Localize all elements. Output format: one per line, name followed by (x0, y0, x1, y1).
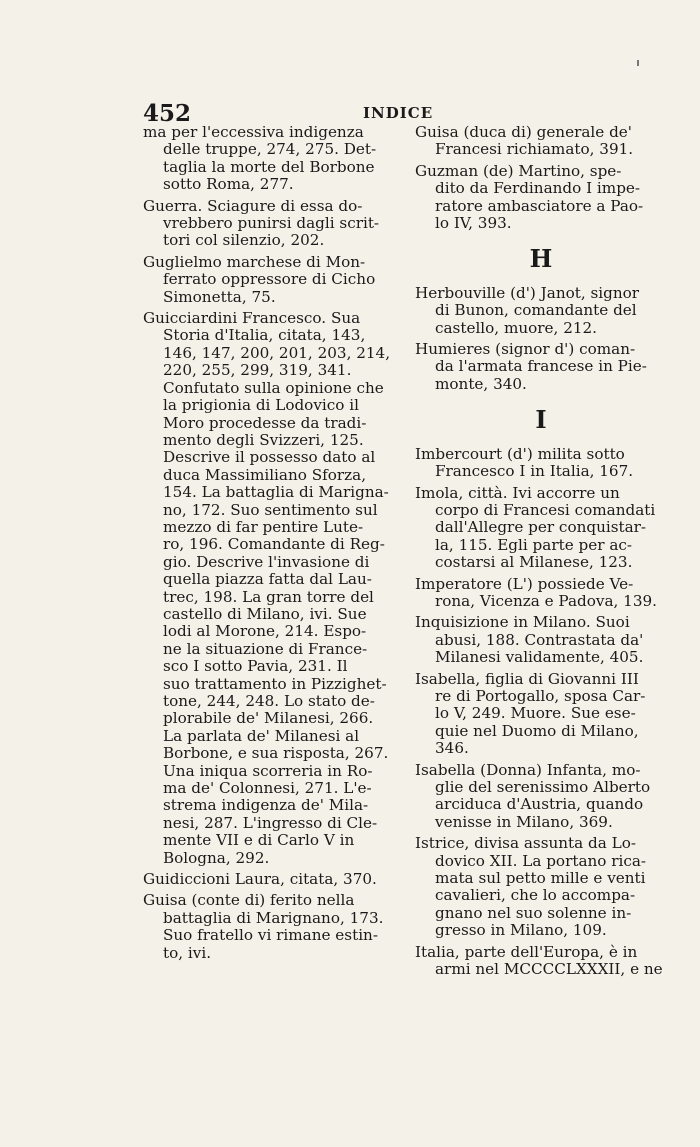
index-entry (415, 446, 667, 481)
entry-line: trec, 198. La gran torre del (163, 587, 374, 606)
entry-line: Herbouville (d') Janot, signor (415, 283, 640, 302)
entry-line: sotto Roma, 277. (163, 175, 294, 194)
entry-line: armi nel MCCCCLXXXII, e ne (435, 960, 663, 979)
entry-line: duca Massimiliano Sforza, (163, 465, 367, 484)
entry-line: 146, 147, 200, 201, 203, 214, (163, 343, 391, 362)
entry-line: arciduca d'Austria, quando (435, 795, 644, 814)
index-entry (415, 944, 667, 979)
entry-line: ro, 196. Comandante di Reg- (163, 535, 385, 554)
entry-line: Italia, parte dell'Europa, è in (415, 942, 638, 961)
entry-line: Una iniqua scorreria in Ro- (163, 761, 373, 780)
entry-line: Istrice, divisa assunta da Lo- (415, 834, 637, 853)
entry-line: Isabella, figlia di Giovanni III (415, 669, 639, 688)
entry-line: 154. La battaglia di Marigna- (163, 483, 389, 502)
entry-line: da l'armata francese in Pie- (435, 357, 647, 376)
entry-line: suo trattamento in Pizzighet- (163, 674, 387, 693)
entry-line: nesi, 287. L'ingresso di Cle- (163, 813, 378, 832)
entry-line: to, ivi. (163, 943, 212, 962)
index-entry (415, 341, 667, 393)
entry-line: Guisa (duca di) generale de' (415, 123, 632, 141)
entry-line: glie del serenissimo Alberto (435, 778, 651, 796)
entry-line: no, 172. Suo sentimento sul (163, 500, 378, 519)
entry-line: Simonetta, 75. (163, 287, 276, 306)
index-entry (415, 576, 667, 611)
index-entry (143, 124, 399, 194)
left-column (143, 124, 399, 966)
entry-line: lodi al Morone, 214. Espo- (163, 622, 367, 641)
entry-line: mente VII e di Carlo V in (163, 831, 355, 850)
index-entry (143, 254, 399, 306)
entry-line: vrebbero punirsi dagli scrit- (163, 214, 380, 233)
index-entry (143, 198, 399, 250)
entry-line: Francesco I in Italia, 167. (435, 462, 634, 481)
entry-line: rona, Vicenza e Padova, 139. (435, 591, 657, 610)
entry-line: taglia la morte del Borbone (163, 157, 375, 176)
section-i-entries (415, 446, 667, 979)
entry-line: Guidiccioni Laura, citata, 370. (143, 870, 377, 889)
running-head: INDICE (363, 104, 434, 122)
paper-speck (637, 60, 639, 66)
entry-line: battaglia di Marignano, 173. (163, 908, 384, 927)
entry-line: Imola, città. Ivi accorre un (415, 483, 620, 502)
entry-line: re di Portogallo, sposa Car- (435, 686, 646, 705)
entry-line: lo IV, 393. (435, 214, 512, 233)
entry-line: Guicciardini Francesco. Sua (143, 309, 361, 328)
entry-line: sco I sotto Pavia, 231. Il (163, 657, 348, 676)
index-entry (415, 835, 667, 939)
entry-line: Imbercourt (d') milita sotto (415, 444, 625, 463)
entry-line: Isabella (Donna) Infanta, mo- (415, 760, 641, 779)
entry-line: dall'Allegre per conquistar- (435, 518, 647, 537)
entry-line: castello di Milano, ivi. Sue (163, 604, 367, 623)
index-entry (415, 163, 667, 233)
entry-line: Confutato sulla opinione che (163, 378, 384, 397)
entry-line: Suo fratello vi rimane estin- (163, 926, 378, 945)
right-column (415, 124, 667, 982)
entry-line: Storia d'Italia, citata, 143, (163, 326, 366, 345)
index-entry (415, 485, 667, 572)
right-g-entries (415, 124, 667, 232)
entry-line: ne la situazione di France- (163, 639, 368, 658)
entry-line: La parlata de' Milanesi al (163, 726, 360, 745)
entry-line: delle truppe, 274, 275. Det- (163, 140, 377, 159)
index-entry (143, 871, 399, 888)
entry-line: 220, 255, 299, 319, 341. (163, 361, 352, 380)
entry-line: gio. Descrive l'invasione di (163, 552, 370, 571)
entry-line: mezzo di far pentire Lute- (163, 517, 364, 536)
entry-line: ma de' Colonnesi, 271. L'e- (163, 779, 372, 798)
entry-line: ratore ambasciatore a Pao- (435, 196, 644, 215)
entry-line: venisse in Milano, 369. (435, 812, 613, 831)
page-number: 452 (143, 100, 192, 127)
entry-line: quella piazza fatta dal Lau- (163, 570, 372, 589)
entry-line: costarsi al Milanese, 123. (435, 553, 633, 572)
entry-line: Francesi richiamato, 391. (435, 140, 634, 159)
index-entry (143, 892, 399, 962)
entry-line: strema indigenza de' Mila- (163, 796, 369, 815)
entry-line: dovico XII. La portano rica- (435, 851, 647, 870)
index-entry (415, 124, 667, 159)
entry-line: gresso in Milano, 109. (435, 921, 607, 940)
entry-line: Guerra. Sciagure di essa do- (143, 196, 363, 215)
entry-line: Inquisizione in Milano. Suoi (415, 613, 630, 632)
section-letter-h: H (529, 244, 553, 274)
entry-line: Descrive il possesso dato al (163, 448, 376, 467)
entry-line: Guglielmo marchese di Mon- (143, 252, 366, 271)
entry-line: Milanesi validamente, 405. (435, 648, 644, 667)
entry-line: lo V, 249. Muore. Sue ese- (435, 704, 636, 723)
index-entry (415, 614, 667, 666)
section-letter-i: I (535, 405, 547, 435)
entry-line: la prigionia di Lodovico il (163, 396, 359, 415)
entry-line: corpo di Francesi comandati (435, 500, 656, 519)
entry-line: plorabile de' Milanesi, 266. (163, 709, 374, 728)
entry-line: 346. (435, 739, 469, 758)
entry-line: abusi, 188. Contrastata da' (435, 630, 644, 649)
entry-line: quie nel Duomo di Milano, (435, 721, 639, 740)
entry-line: castello, muore, 212. (435, 318, 598, 337)
entry-line: mata sul petto mille e venti (435, 869, 646, 888)
entry-line: di Bunon, comandante del (435, 301, 637, 320)
entry-line: monte, 340. (435, 374, 527, 393)
entry-line: ma per l'eccessiva indigenza (143, 123, 364, 141)
entry-line: Guisa (conte di) ferito nella (143, 891, 355, 910)
entry-line: mento degli Svizzeri, 125. (163, 430, 364, 449)
entry-line: Guzman (de) Martino, spe- (415, 161, 622, 180)
entry-line: Humieres (signor d') coman- (415, 340, 636, 359)
entry-line: dito da Ferdinando I impe- (435, 179, 641, 198)
entry-line: Bologna, 292. (163, 848, 270, 867)
entry-line: Borbone, e sua risposta, 267. (163, 744, 389, 763)
index-entry (415, 671, 667, 758)
index-entry (415, 285, 667, 337)
index-entry (415, 762, 667, 832)
entry-line: tone, 244, 248. Lo stato de- (163, 692, 375, 710)
entry-line: Moro procedesse da tradi- (163, 413, 367, 432)
entry-line: ferrato oppressore di Cicho (163, 270, 376, 289)
entry-line: cavalieri, che lo accompa- (435, 886, 636, 905)
section-h-entries (415, 285, 667, 393)
entry-line: gnano nel suo solenne in- (435, 903, 632, 922)
entry-line: Imperatore (L') possiede Ve- (415, 574, 634, 593)
index-entry (143, 310, 399, 867)
entry-line: tori col silenzio, 202. (163, 231, 325, 250)
entry-line: la, 115. Egli parte per ac- (435, 535, 633, 554)
